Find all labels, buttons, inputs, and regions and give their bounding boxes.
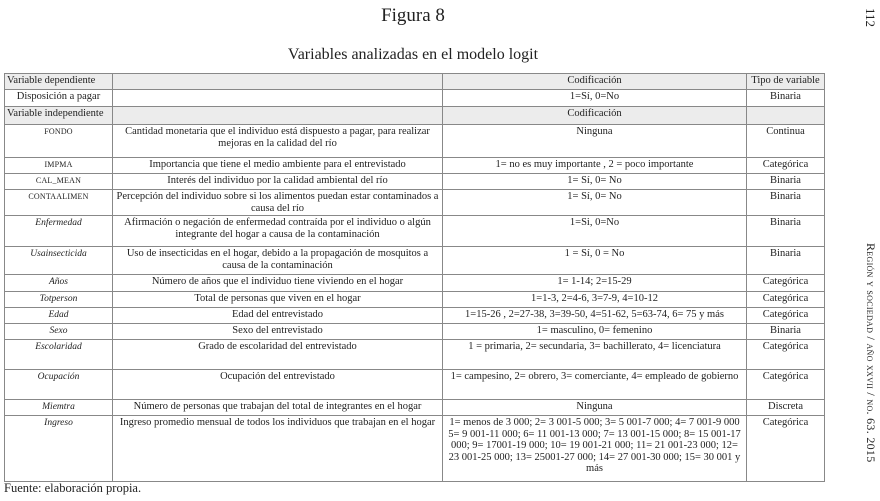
- variable-coding: 1 = primaria, 2= secundaria, 3= bachillerato, 4= licenciatura: [443, 340, 747, 370]
- variable-coding: 1= Sí, 0= No: [443, 174, 747, 190]
- header-coding: Codificación: [443, 107, 747, 125]
- variable-coding: 1= menos de 3 000; 2= 3 001-5 000; 3= 5 001-7 000; 4= 7 001-9 000 5= 9 001-11 000; 6= 11 001-13 000; 7= 13 001-15 000; 8= 15 001-17 000; 9= 17001-19 000; 10= 19 001-21 000; 11= 21 001-23 000; 12= 23 001-25 000; 13= 25001-27 000; 14= 27 001-30 000; 15= 30 001 y más: [443, 416, 747, 482]
- variable-type: Binaria: [747, 247, 825, 275]
- variable-name: FONDO: [5, 125, 113, 158]
- variable-description: Ocupación del entrevistado: [113, 370, 443, 400]
- table-row: [5, 308, 825, 324]
- variable-name: Totperson: [5, 292, 113, 308]
- table-row: [5, 324, 825, 340]
- table-row: [5, 292, 825, 308]
- variable-coding: 1=1-3, 2=4-6, 3=7-9, 4=10-12: [443, 292, 747, 308]
- dependent-coding: 1=Sí, 0=No: [443, 90, 747, 107]
- variable-description: Total de personas que viven en el hogar: [113, 292, 443, 308]
- dependent-desc: [113, 90, 443, 107]
- variable-type: Categórica: [747, 292, 825, 308]
- header-blank: [113, 74, 443, 90]
- page-number: 112: [863, 8, 878, 28]
- variable-description: Importancia que tiene el medio ambiente para el entrevistado: [113, 158, 443, 174]
- variable-description: Ingreso promedio mensual de todos los individuos que trabajan en el hogar: [113, 416, 443, 482]
- variable-coding: 1 = Sí, 0 = No: [443, 247, 747, 275]
- variable-type: Binaria: [747, 216, 825, 247]
- dependent-name: Disposición a pagar: [5, 90, 113, 107]
- table-row: [5, 190, 825, 216]
- variable-description: Interés del individuo por la calidad ambiental del río: [113, 174, 443, 190]
- header-dependent: Variable dependiente: [5, 74, 113, 90]
- variable-type: Categórica: [747, 158, 825, 174]
- variable-type: Binaria: [747, 190, 825, 216]
- variable-name: Ocupación: [5, 370, 113, 400]
- variable-name: Miemtra: [5, 400, 113, 416]
- variable-description: Percepción del individuo sobre si los alimentos puedan estar contaminados a causa del río: [113, 190, 443, 216]
- table-row: [5, 216, 825, 247]
- variable-type: Binaria: [747, 174, 825, 190]
- variable-name: Edad: [5, 308, 113, 324]
- table-row: [5, 416, 825, 482]
- header-independent: Variable independiente: [5, 107, 113, 125]
- table-row: [5, 158, 825, 174]
- table-row: [5, 125, 825, 158]
- header-type: Tipo de variable: [747, 74, 825, 90]
- variable-description: Uso de insecticidas en el hogar, debido a la propagación de mosquitos a causa de la contaminación: [113, 247, 443, 275]
- variable-coding: 1= masculino, 0= femenino: [443, 324, 747, 340]
- variable-coding: 1= Sí, 0= No: [443, 190, 747, 216]
- variable-type: Discreta: [747, 400, 825, 416]
- variable-name: Años: [5, 275, 113, 292]
- variable-coding: 1= campesino, 2= obrero, 3= comerciante, 4= empleado de gobierno: [443, 370, 747, 400]
- independent-header-row: [5, 107, 825, 125]
- variable-coding: 1= no es muy importante , 2 = poco importante: [443, 158, 747, 174]
- variable-description: Sexo del entrevistado: [113, 324, 443, 340]
- header-blank: [113, 107, 443, 125]
- table-row: [5, 275, 825, 292]
- variable-type: Categórica: [747, 275, 825, 292]
- variables-table: [4, 73, 825, 482]
- variable-name: Escolaridad: [5, 340, 113, 370]
- variable-name: CONTAALIMEN: [5, 190, 113, 216]
- table-title: Variables analizadas en el modelo logit: [287, 46, 539, 63]
- variable-description: Grado de escolaridad del entrevistado: [113, 340, 443, 370]
- variable-coding: 1=15-26 , 2=27-38, 3=39-50, 4=51-62, 5=63-74, 6= 75 y más: [443, 308, 747, 324]
- variable-description: Número de años que el individuo tiene viviendo en el hogar: [113, 275, 443, 292]
- table-row: [5, 400, 825, 416]
- variable-coding: 1=Si, 0=No: [443, 216, 747, 247]
- variable-type: Continua: [747, 125, 825, 158]
- variable-name: CAL_MEAN: [5, 174, 113, 190]
- variable-name: Usainsecticida: [5, 247, 113, 275]
- header-row: [5, 74, 825, 90]
- variable-coding: Ninguna: [443, 400, 747, 416]
- dependent-row: [5, 90, 825, 107]
- variable-type: Binaria: [747, 324, 825, 340]
- variable-name: IMPMA: [5, 158, 113, 174]
- variable-name: Sexo: [5, 324, 113, 340]
- running-header: Región y sociedad / año xxvii / no. 63. 2015: [864, 243, 878, 463]
- dependent-type: Binaria: [747, 90, 825, 107]
- variable-type: Categórica: [747, 370, 825, 400]
- source-note: Fuente: elaboración propia.: [4, 481, 142, 495]
- header-coding: Codificación: [443, 74, 747, 90]
- variable-description: Número de personas que trabajan del total de integrantes en el hogar: [113, 400, 443, 416]
- table-row: [5, 174, 825, 190]
- variable-description: Edad del entrevistado: [113, 308, 443, 324]
- table-row: [5, 370, 825, 400]
- variable-coding: 1= 1-14; 2=15-29: [443, 275, 747, 292]
- header-blank: [747, 107, 825, 125]
- figure-title: Figura 8: [381, 5, 445, 26]
- table-row: [5, 340, 825, 370]
- variable-type: Categórica: [747, 308, 825, 324]
- table-row: [5, 247, 825, 275]
- variable-coding: Ninguna: [443, 125, 747, 158]
- variable-description: Afirmación o negación de enfermedad contraída por el individuo o algún integrante del hogar a causa de la contaminación: [113, 216, 443, 247]
- variable-type: Categórica: [747, 340, 825, 370]
- variable-name: Enfermedad: [5, 216, 113, 247]
- variable-description: Cantidad monetaria que el individuo está dispuesto a pagar, para realizar mejoras en la calidad del río: [113, 125, 443, 158]
- variable-name: Ingreso: [5, 416, 113, 482]
- variable-type: Categórica: [747, 416, 825, 482]
